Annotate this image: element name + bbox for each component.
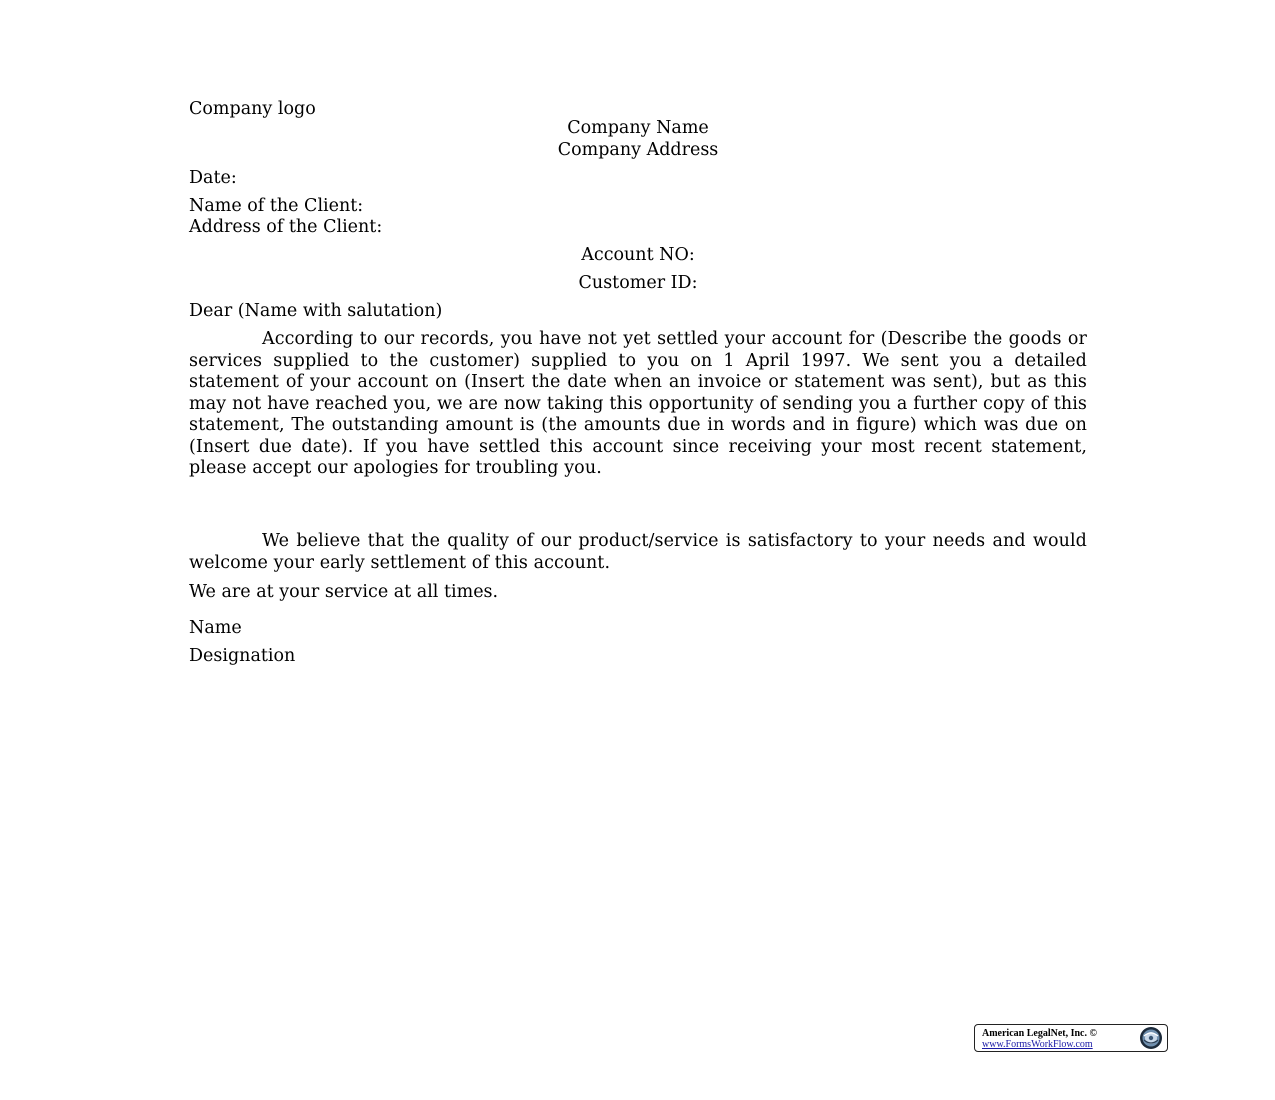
client-address-field: Address of the Client:: [189, 217, 383, 237]
badge-url-link[interactable]: www.FormsWorkFlow.com: [982, 1039, 1093, 1050]
signer-designation: Designation: [189, 646, 296, 666]
footer-badge[interactable]: [974, 1024, 1168, 1052]
client-name-field: Name of the Client:: [189, 196, 364, 216]
date-field: Date:: [189, 168, 237, 188]
company-logo-placeholder: Company logo: [189, 99, 316, 119]
account-number-field: Account NO:: [581, 245, 695, 265]
closing-line: We are at your service at all times.: [189, 582, 499, 602]
body-paragraph-2: We believe that the quality of our product/service is satisfactory to your needs and would welcome your early settlement of this account.: [189, 531, 1087, 573]
company-address: Company Address: [557, 140, 719, 160]
badge-title: American LegalNet, Inc. ©: [982, 1028, 1097, 1039]
customer-id-field: Customer ID:: [578, 273, 698, 293]
signer-name: Name: [189, 618, 242, 638]
body-paragraph-1: According to our records, you have not yet settled your account for (Describe the goods or services supplied to the customer) supplied to you on 1 April 1997. We sent you a detailed statement of your account on (Insert the date when an invoice or statement was sent), but as this may not have reached you, we are now taking this opportunity of sending you a further copy of this statement, The outstanding amount is (the amounts due in words and in figure) which was due on (Insert due date). If you have settled this account since receiving your most recent statement, please accept our apologies for troubling you.: [189, 329, 1087, 478]
globe-logo-icon: [1139, 1026, 1163, 1050]
salutation: Dear (Name with salutation): [189, 301, 443, 321]
company-name: Company Name: [567, 118, 709, 138]
